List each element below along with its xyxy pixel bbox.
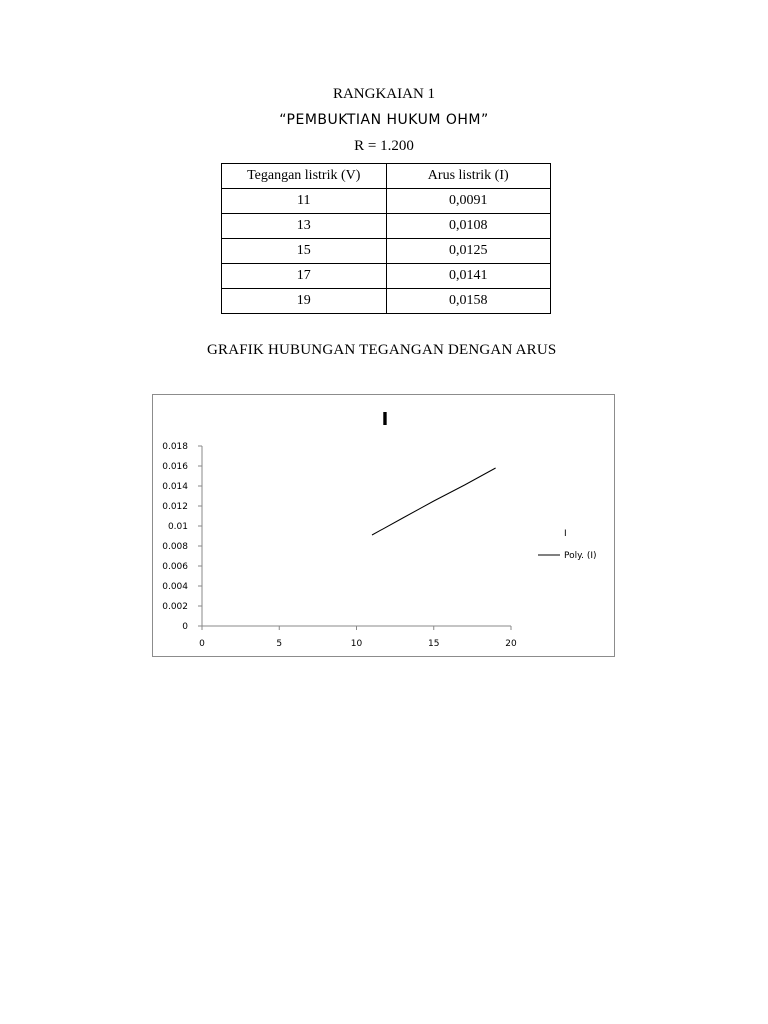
table-row — [222, 214, 551, 239]
x-tick-label: 20 — [505, 639, 517, 649]
x-tick-label: 0 — [199, 639, 205, 649]
y-tick-label: 0.012 — [162, 502, 188, 512]
cell-current: 0,0158 — [386, 289, 551, 314]
header-voltage: Tegangan listrik (V) — [222, 164, 387, 189]
resistance-value: R = 1.200 — [354, 138, 414, 154]
table-header-row — [222, 164, 551, 189]
cell-voltage: 15 — [222, 239, 387, 264]
table-row — [222, 189, 551, 214]
y-tick-label: 0.008 — [162, 542, 188, 552]
cell-current: 0,0091 — [386, 189, 551, 214]
chart — [153, 395, 616, 658]
graph-heading: GRAFIK HUBUNGAN TEGANGAN DENGAN ARUS — [207, 342, 557, 358]
chart-title: I — [381, 409, 389, 430]
cell-current: 0,0108 — [386, 214, 551, 239]
table-row — [222, 264, 551, 289]
cell-current: 0,0141 — [386, 264, 551, 289]
y-tick-label: 0.016 — [162, 462, 188, 472]
measurement-table — [221, 163, 551, 314]
x-ticks — [199, 626, 517, 649]
series-line-poly-i — [372, 468, 496, 535]
y-tick-label: 0.014 — [162, 482, 188, 492]
y-tick-label: 0.004 — [162, 582, 188, 592]
cell-current: 0,0125 — [386, 239, 551, 264]
x-tick-label: 10 — [350, 639, 363, 649]
y-tick-label: 0.018 — [162, 442, 188, 452]
cell-voltage: 17 — [222, 264, 387, 289]
y-tick-label: 0 — [182, 622, 188, 632]
cell-voltage: 11 — [222, 189, 387, 214]
page-subtitle: “PEMBUKTIAN HUKUM OHM” — [279, 112, 489, 128]
legend-label-i: I — [564, 529, 567, 539]
y-ticks — [162, 442, 202, 632]
legend-label-poly-i: Poly. (I) — [564, 551, 597, 561]
legend — [538, 529, 597, 561]
cell-voltage: 19 — [222, 289, 387, 314]
header-current: Arus listrik (I) — [386, 164, 551, 189]
table-row — [222, 239, 551, 264]
y-tick-label: 0.01 — [167, 522, 188, 532]
page-title: RANGKAIAN 1 — [332, 86, 436, 102]
x-tick-label: 5 — [276, 639, 283, 649]
x-tick-label: 15 — [428, 639, 440, 649]
y-tick-label: 0.006 — [162, 562, 188, 572]
table-row — [222, 289, 551, 314]
cell-voltage: 13 — [222, 214, 387, 239]
y-tick-label: 0.002 — [162, 602, 188, 612]
chart-frame — [152, 394, 615, 657]
